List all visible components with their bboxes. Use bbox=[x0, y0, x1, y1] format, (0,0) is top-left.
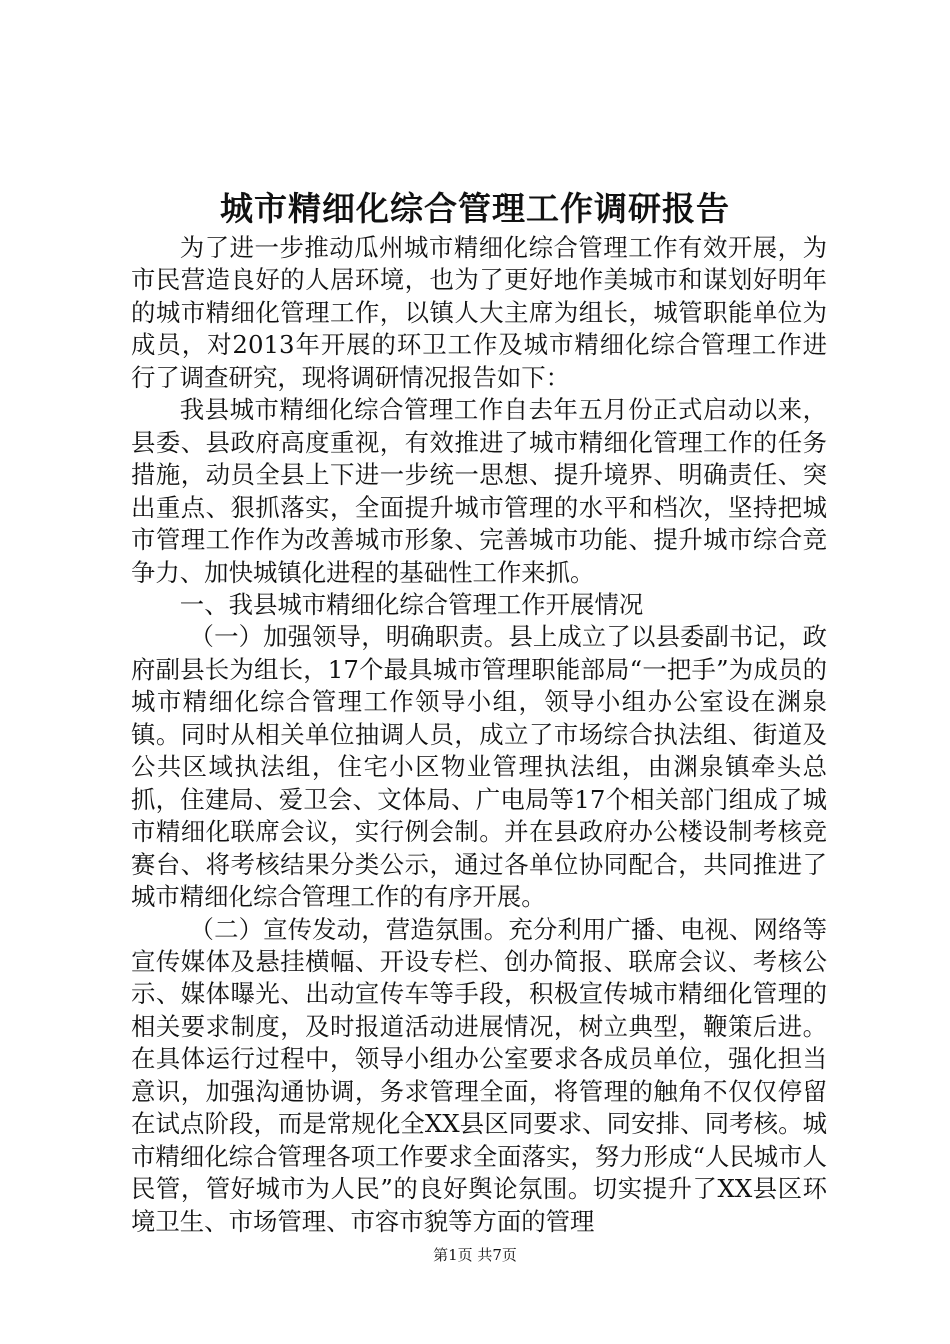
overview-paragraph: 我县城市精细化综合管理工作自去年五月份正式启动以来，县委、县政府高度重视，有效推进了城市精细化管理工作的任务措施，动员全县上下进一步统一思想、提升境界、明确责任、突出重点、狠抓落实，全面提升城市管理的水平和档次，坚持把城市管理工作作为改善城市形象、完善城市功能、提升城市综合竞争力、加快城镇化进程的基础性工作来抓。 bbox=[131, 395, 827, 587]
section-item-1-paragraph: （一）加强领导，明确职责。县上成立了以县委副书记，政府副县长为组长，17个最具城市管理职能部局“一把手”为成员的城市精细化综合管理工作领导小组，领导小组办公室设在渊泉镇。同时从相关单位抽调人员，成立了市场综合执法组、街道及公共区域执法组，住宅小区物业管理执法组，由渊泉镇牵头总抓，住建局、爱卫会、文体局、广电局等17个相关部门组成了城市精细化联席会议，实行例会制。并在县政府办公楼设制考核竞赛台、将考核结果分类公示，通过各单位协同配合，共同推进了城市精细化综合管理工作的有序开展。 bbox=[131, 622, 827, 912]
section-item-2-paragraph: （二）宣传发动，营造氛围。充分利用广播、电视、网络等宣传媒体及悬挂横幅、开设专栏、创办简报、联席会议、考核公示、媒体曝光、出动宣传车等手段，积极宣传城市精细化管理的相关要求制度，及时报道活动进展情况，树立典型，鞭策后进。在具体运行过程中，领导小组办公室要求各成员单位，强化担当意识，加强沟通协调，务求管理全面，将管理的触角不仅仅停留在试点阶段，而是常规化全XX县区同要求、同安排、同考核。城市精细化综合管理各项工作要求全面落实，努力形成“人民城市人民管，管好城市为人民”的良好舆论氛围。切实提升了XX县区环境卫生、市场管理、市容市貌等方面的管理 bbox=[131, 914, 827, 1236]
section-heading: 一、我县城市精细化综合管理工作开展情况 bbox=[179, 589, 644, 619]
page-number-footer: 第1页 共7页 bbox=[433, 1246, 517, 1264]
document-body bbox=[131, 232, 827, 1238]
intro-paragraph: 为了进一步推动瓜州城市精细化综合管理工作有效开展，为市民营造良好的人居环境，也为了更好地作美城市和谋划好明年的城市精细化管理工作，以镇人大主席为组长，城管职能单位为成员，对2013年开展的环卫工作及城市精细化综合管理工作进行了调查研究，现将调研情况报告如下： bbox=[131, 233, 827, 392]
document-title: 城市精细化综合管理工作调研报告 bbox=[220, 189, 730, 228]
